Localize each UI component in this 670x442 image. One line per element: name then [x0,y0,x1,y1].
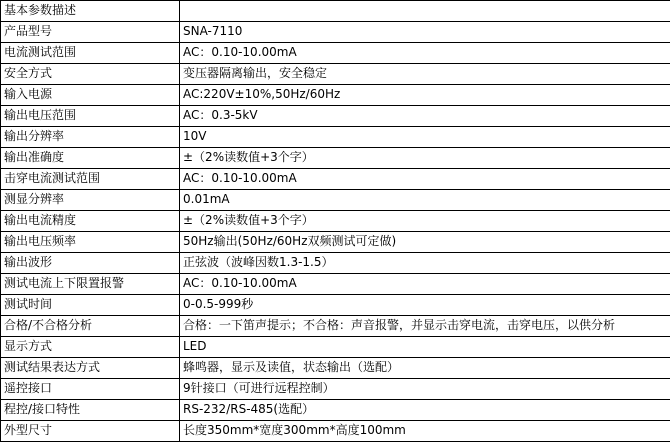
row-label: 输入电源 [1,85,180,106]
row-value: 正弦波（波峰因数1.3-1.5） [180,253,670,274]
row-label: 输出电流精度 [1,211,180,232]
row-value: AC：0.3-5kV [180,106,670,127]
row-label: 输出准确度 [1,148,180,169]
table-row [1,148,670,169]
row-label: 输出波形 [1,253,180,274]
table-row [1,358,670,379]
row-value: 变压器隔离输出，安全稳定 [180,64,670,85]
table-row [1,64,670,85]
row-label: 显示方式 [1,337,180,358]
row-value [180,1,670,22]
row-value: 0.01mA [180,190,670,211]
table-row [1,1,670,22]
row-label: 测显分辨率 [1,190,180,211]
table-row [1,85,670,106]
table-row [1,274,670,295]
row-value: ±（2%读数值+3个字） [180,148,670,169]
row-label: 输出电压范围 [1,106,180,127]
row-value: 长度350mm*宽度300mm*高度100mm [180,421,670,442]
row-value: 合格：一下笛声提示；不合格：声音报警，并显示击穿电流，击穿电压，以供分析 [180,316,670,337]
row-label: 测试时间 [1,295,180,316]
table-row [1,421,670,442]
table-row [1,253,670,274]
row-value: AC：0.10-10.00mA [180,43,670,64]
row-label: 合格/不合格分析 [1,316,180,337]
specifications-table-body [1,1,670,442]
table-row [1,316,670,337]
row-value: AC：0.10-10.00mA [180,274,670,295]
table-row [1,169,670,190]
row-label: 输出分辨率 [1,127,180,148]
row-label: 安全方式 [1,64,180,85]
row-value: 蜂鸣器，显示及读值，状态输出（选配） [180,358,670,379]
row-label: 外型尺寸 [1,421,180,442]
table-row [1,232,670,253]
table-row [1,211,670,232]
table-row [1,22,670,43]
row-value: 0-0.5-999秒 [180,295,670,316]
row-value: 50Hz输出(50Hz/60Hz双频测试可定做) [180,232,670,253]
row-value: 10V [180,127,670,148]
row-value: LED [180,337,670,358]
table-row [1,190,670,211]
row-label: 输出电压频率 [1,232,180,253]
table-row [1,400,670,421]
row-value: RS-232/RS-485(选配） [180,400,670,421]
row-value: AC：0.10-10.00mA [180,169,670,190]
row-value: AC:220V±10%,50Hz/60Hz [180,85,670,106]
row-value: SNA-7110 [180,22,670,43]
table-row [1,337,670,358]
table-row [1,127,670,148]
table-row [1,379,670,400]
row-label: 遥控接口 [1,379,180,400]
table-row [1,295,670,316]
row-label: 基本参数描述 [1,1,180,22]
row-label: 程控/接口特性 [1,400,180,421]
row-value: ±（2%读数值+3个字） [180,211,670,232]
row-label: 测试电流上下限置报警 [1,274,180,295]
row-label: 测试结果表达方式 [1,358,180,379]
table-row [1,43,670,64]
row-label: 击穿电流测试范围 [1,169,180,190]
row-label: 电流测试范围 [1,43,180,64]
table-row [1,106,670,127]
row-value: 9针接口（可进行远程控制） [180,379,670,400]
row-label: 产品型号 [1,22,180,43]
